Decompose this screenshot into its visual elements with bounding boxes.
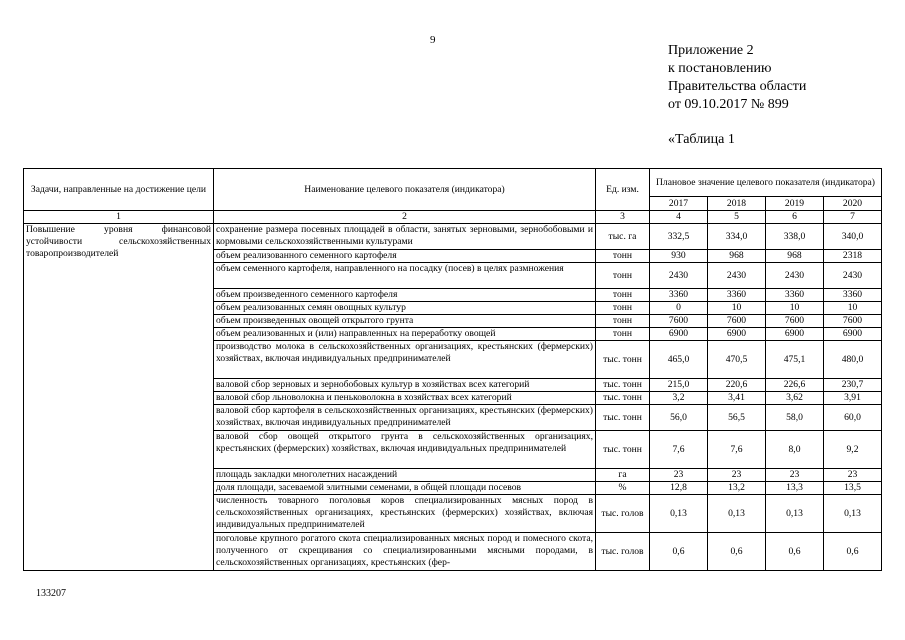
column-number: 4	[650, 211, 708, 224]
value-cell: 8,0	[766, 431, 824, 469]
indicator-cell: сохранение размера посевных площадей в области, занятых зерновыми, зернобобовыми и кормовыми сельскохозяйственными культурами	[214, 224, 596, 250]
unit-cell: га	[596, 469, 650, 482]
value-cell: 58,0	[766, 405, 824, 431]
column-header-indicator: Наименование целевого показателя (индикатора)	[214, 169, 596, 211]
value-cell: 10	[766, 302, 824, 315]
unit-cell: тонн	[596, 315, 650, 328]
appendix-line: от 09.10.2017 № 899	[668, 97, 789, 112]
value-cell: 10	[708, 302, 766, 315]
column-number: 5	[708, 211, 766, 224]
value-cell: 13,5	[824, 482, 882, 495]
unit-cell: тонн	[596, 302, 650, 315]
column-header-planned: Плановое значение целевого показателя (индикатора)	[650, 169, 882, 197]
appendix-line: к постановлению	[668, 61, 772, 76]
unit-cell: тыс. тонн	[596, 405, 650, 431]
value-cell: 0,6	[766, 533, 824, 571]
value-cell: 338,0	[766, 224, 824, 250]
value-cell: 3360	[650, 289, 708, 302]
indicator-cell: объем произведенных овощей открытого грунта	[214, 315, 596, 328]
indicator-cell: объем семенного картофеля, направленного на посадку (посев) в целях размножения	[214, 263, 596, 289]
value-cell: 23	[824, 469, 882, 482]
value-cell: 6900	[708, 328, 766, 341]
value-cell: 7,6	[650, 431, 708, 469]
indicator-cell: объем реализованных семян овощных культур	[214, 302, 596, 315]
value-cell: 968	[766, 250, 824, 263]
value-cell: 480,0	[824, 341, 882, 379]
value-cell: 2430	[650, 263, 708, 289]
page-number: 9	[430, 34, 436, 46]
column-number: 6	[766, 211, 824, 224]
value-cell: 10	[824, 302, 882, 315]
year-header: 2020	[824, 197, 882, 211]
value-cell: 9,2	[824, 431, 882, 469]
value-cell: 0	[650, 302, 708, 315]
indicator-cell: объем реализованных и (или) направленных на переработку овощей	[214, 328, 596, 341]
value-cell: 3360	[824, 289, 882, 302]
value-cell: 7600	[824, 315, 882, 328]
value-cell: 215,0	[650, 379, 708, 392]
appendix-header	[668, 42, 806, 114]
unit-cell: тыс. тонн	[596, 431, 650, 469]
table-caption: «Таблица 1	[668, 132, 735, 147]
value-cell: 56,5	[708, 405, 766, 431]
value-cell: 2318	[824, 250, 882, 263]
value-cell: 60,0	[824, 405, 882, 431]
indicator-cell: валовой сбор картофеля в сельскохозяйственных организациях, крестьянских (фермерских) хозяйствах, включая индивидуальных предпринимателей	[214, 405, 596, 431]
indicator-cell: объем реализованного семенного картофеля	[214, 250, 596, 263]
value-cell: 23	[708, 469, 766, 482]
value-cell: 2430	[708, 263, 766, 289]
indicator-cell: площадь закладки многолетних насаждений	[214, 469, 596, 482]
indicator-cell: валовой сбор овощей открытого грунта в сельскохозяйственных организациях, крестьянских (фермерских) хозяйствах, включая индивидуальных предпринимателей	[214, 431, 596, 469]
value-cell: 0,13	[766, 495, 824, 533]
value-cell: 0,6	[708, 533, 766, 571]
value-cell: 0,6	[824, 533, 882, 571]
value-cell: 930	[650, 250, 708, 263]
unit-cell: тонн	[596, 289, 650, 302]
value-cell: 968	[708, 250, 766, 263]
appendix-line: Приложение 2	[668, 43, 754, 58]
value-cell: 340,0	[824, 224, 882, 250]
value-cell: 3,62	[766, 392, 824, 405]
value-cell: 475,1	[766, 341, 824, 379]
year-header: 2018	[708, 197, 766, 211]
indicator-cell: производство молока в сельскохозяйственных организациях, крестьянских (фермерских) хозяйствах, включая индивидуальных предпринимателей	[214, 341, 596, 379]
unit-cell: тыс. голов	[596, 533, 650, 571]
year-header: 2019	[766, 197, 824, 211]
task-cell: Повышение уровня финансовой устойчивости сельскохозяйственных товаропроизводителей	[24, 224, 214, 571]
value-cell: 7600	[766, 315, 824, 328]
value-cell: 334,0	[708, 224, 766, 250]
column-number: 2	[214, 211, 596, 224]
value-cell: 13,2	[708, 482, 766, 495]
value-cell: 56,0	[650, 405, 708, 431]
value-cell: 3,91	[824, 392, 882, 405]
value-cell: 230,7	[824, 379, 882, 392]
value-cell: 332,5	[650, 224, 708, 250]
indicator-cell: поголовье крупного рогатого скота специализированных мясных пород и помесного скота, полученного от скрещивания со специализированными мясными породами, в сельскохозяйственных организациях, крестьянских (фер-	[214, 533, 596, 571]
indicator-cell: валовой сбор льноволокна и пеньковолокна в хозяйствах всех категорий	[214, 392, 596, 405]
value-cell: 6900	[824, 328, 882, 341]
column-header-task: Задачи, направленные на достижение цели	[24, 169, 214, 211]
value-cell: 6900	[766, 328, 824, 341]
appendix-line: Правительства области	[668, 79, 807, 94]
unit-cell: тыс. голов	[596, 495, 650, 533]
indicator-cell: численность товарного поголовья коров специализированных мясных пород в сельскохозяйственных организациях, крестьянских (фермерских) хозяйствах, включая индивидуальных предпринимателей	[214, 495, 596, 533]
unit-cell: тыс. тонн	[596, 379, 650, 392]
value-cell: 2430	[766, 263, 824, 289]
value-cell: 13,3	[766, 482, 824, 495]
column-header-unit: Ед. изм.	[596, 169, 650, 211]
unit-cell: тыс. тонн	[596, 341, 650, 379]
value-cell: 0,13	[650, 495, 708, 533]
indicator-cell: объем произведенного семенного картофеля	[214, 289, 596, 302]
value-cell: 226,6	[766, 379, 824, 392]
value-cell: 6900	[650, 328, 708, 341]
unit-cell: тыс. тонн	[596, 392, 650, 405]
value-cell: 7600	[708, 315, 766, 328]
value-cell: 465,0	[650, 341, 708, 379]
value-cell: 12,8	[650, 482, 708, 495]
value-cell: 0,13	[824, 495, 882, 533]
value-cell: 470,5	[708, 341, 766, 379]
value-cell: 220,6	[708, 379, 766, 392]
indicators-table	[23, 168, 882, 571]
value-cell: 0,13	[708, 495, 766, 533]
value-cell: 23	[650, 469, 708, 482]
value-cell: 23	[766, 469, 824, 482]
indicator-cell: доля площади, засеваемой элитными семенами, в общей площади посевов	[214, 482, 596, 495]
value-cell: 3,41	[708, 392, 766, 405]
value-cell: 3,2	[650, 392, 708, 405]
unit-cell: тонн	[596, 250, 650, 263]
indicator-cell: валовой сбор зерновых и зернобобовых культур в хозяйствах всех категорий	[214, 379, 596, 392]
column-number: 7	[824, 211, 882, 224]
column-number: 3	[596, 211, 650, 224]
value-cell: 3360	[766, 289, 824, 302]
unit-cell: тонн	[596, 328, 650, 341]
unit-cell: тонн	[596, 263, 650, 289]
document-code: 133207	[36, 588, 66, 599]
value-cell: 7,6	[708, 431, 766, 469]
unit-cell: тыс. га	[596, 224, 650, 250]
value-cell: 2430	[824, 263, 882, 289]
unit-cell: %	[596, 482, 650, 495]
column-number: 1	[24, 211, 214, 224]
year-header: 2017	[650, 197, 708, 211]
value-cell: 7600	[650, 315, 708, 328]
value-cell: 3360	[708, 289, 766, 302]
value-cell: 0,6	[650, 533, 708, 571]
